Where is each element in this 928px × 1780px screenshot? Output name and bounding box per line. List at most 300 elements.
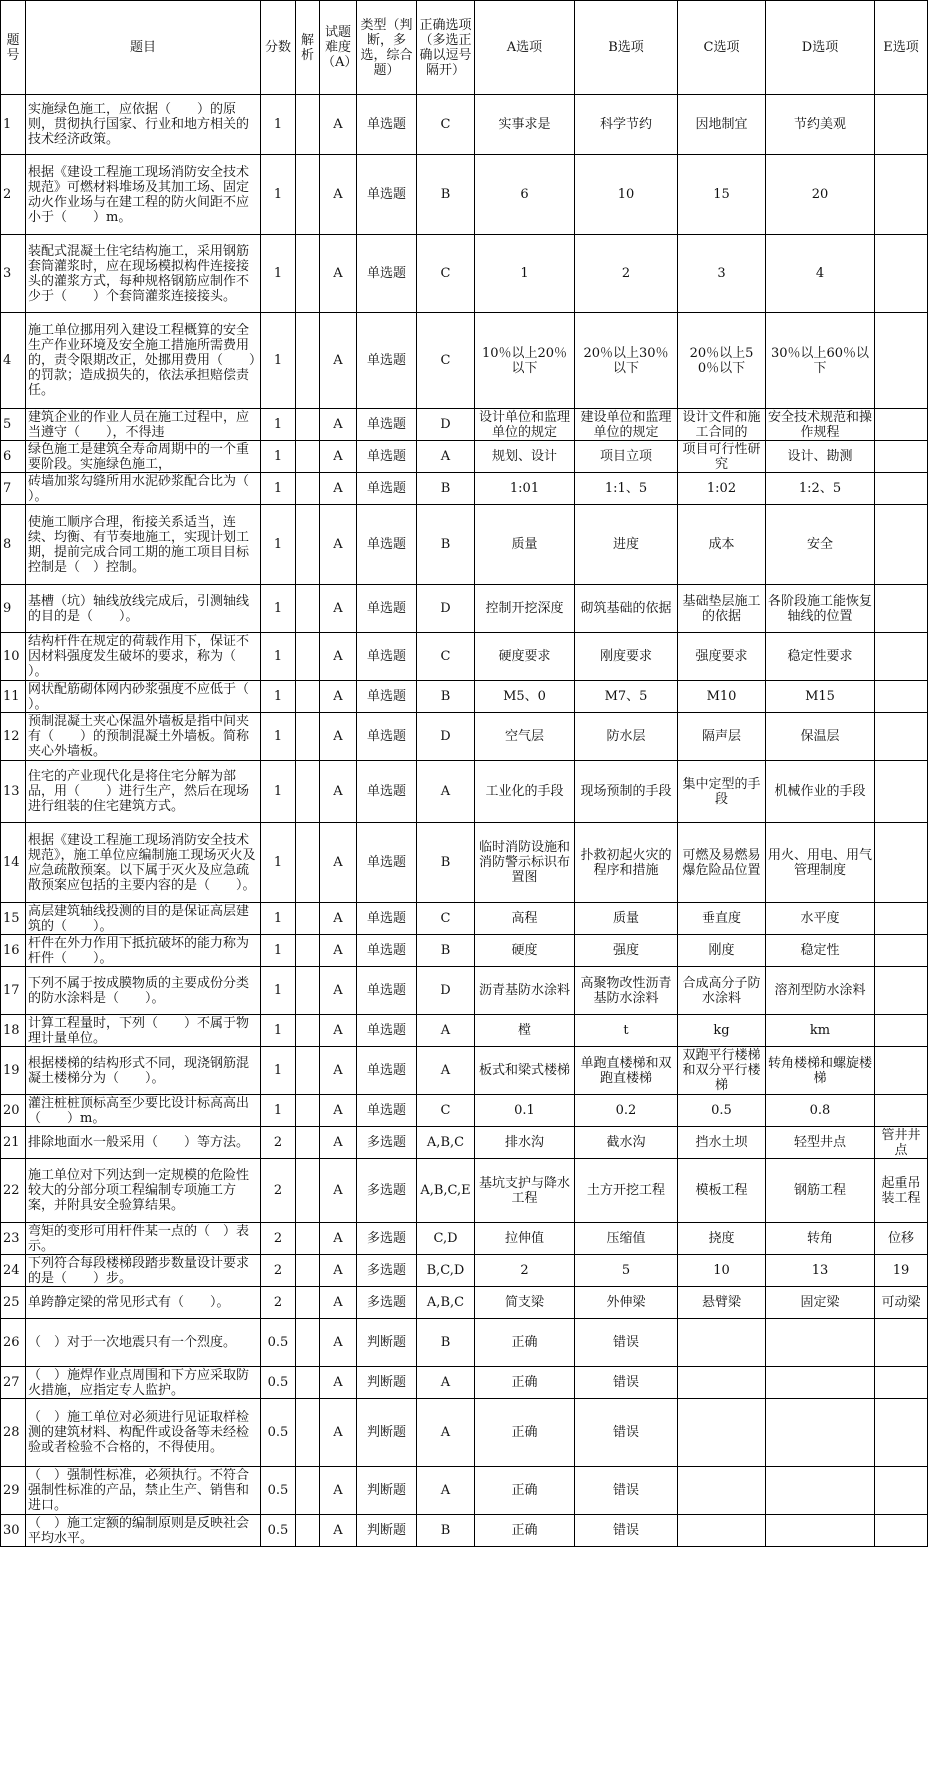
option-a-cell: 0.1 bbox=[475, 1095, 575, 1127]
option-d-cell: 用火、用电、用气管理制度 bbox=[766, 823, 875, 903]
option-e-cell bbox=[875, 935, 928, 967]
option-a-cell: 樘 bbox=[475, 1015, 575, 1047]
type-cell: 多选题 bbox=[357, 1255, 417, 1287]
type-cell: 多选题 bbox=[357, 1223, 417, 1255]
analysis-cell bbox=[296, 1047, 320, 1095]
option-e-cell bbox=[875, 235, 928, 313]
option-e-cell bbox=[875, 441, 928, 473]
option-c-cell: 挠度 bbox=[678, 1223, 766, 1255]
option-c-cell bbox=[678, 1467, 766, 1515]
option-c-cell: 项目可行性研究 bbox=[678, 441, 766, 473]
header-score: 分数 bbox=[261, 1, 296, 95]
option-c-cell: 1:02 bbox=[678, 473, 766, 505]
option-a-cell: 正确 bbox=[475, 1467, 575, 1515]
row-number: 12 bbox=[1, 713, 26, 761]
option-e-cell bbox=[875, 505, 928, 585]
table-row bbox=[1, 1095, 928, 1127]
score-cell: 1 bbox=[261, 1015, 296, 1047]
option-d-cell: 转角楼梯和螺旋楼梯 bbox=[766, 1047, 875, 1095]
answer-cell: D bbox=[417, 713, 475, 761]
row-number: 7 bbox=[1, 473, 26, 505]
option-d-cell: km bbox=[766, 1015, 875, 1047]
question-text: （ ）施工定额的编制原则是反映社会平均水平。 bbox=[26, 1515, 261, 1547]
row-number: 5 bbox=[1, 409, 26, 441]
option-b-cell: 10 bbox=[575, 155, 678, 235]
type-cell: 单选题 bbox=[357, 95, 417, 155]
difficulty-cell: A bbox=[320, 1399, 357, 1467]
option-c-cell bbox=[678, 1367, 766, 1399]
answer-cell: A bbox=[417, 1015, 475, 1047]
option-a-cell: 正确 bbox=[475, 1399, 575, 1467]
analysis-cell bbox=[296, 235, 320, 313]
header-difficulty: 试题难度（A） bbox=[320, 1, 357, 95]
header-option-d: D选项 bbox=[766, 1, 875, 95]
score-cell: 2 bbox=[261, 1127, 296, 1159]
difficulty-cell: A bbox=[320, 903, 357, 935]
row-number: 22 bbox=[1, 1159, 26, 1223]
option-e-cell bbox=[875, 967, 928, 1015]
difficulty-cell: A bbox=[320, 935, 357, 967]
score-cell: 1 bbox=[261, 441, 296, 473]
table-row bbox=[1, 473, 928, 505]
analysis-cell bbox=[296, 1399, 320, 1467]
question-text: 实施绿色施工，应依据（ ）的原则，贯彻执行国家、行业和地方相关的技术经济政策。 bbox=[26, 95, 261, 155]
option-a-cell: 排水沟 bbox=[475, 1127, 575, 1159]
table-row bbox=[1, 1367, 928, 1399]
difficulty-cell: A bbox=[320, 1287, 357, 1319]
option-b-cell: 2 bbox=[575, 235, 678, 313]
option-d-cell: 保温层 bbox=[766, 713, 875, 761]
option-e-cell bbox=[875, 1367, 928, 1399]
option-a-cell: 临时消防设施和消防警示标识布置图 bbox=[475, 823, 575, 903]
difficulty-cell: A bbox=[320, 1047, 357, 1095]
option-c-cell: 垂直度 bbox=[678, 903, 766, 935]
table-row bbox=[1, 935, 928, 967]
row-number: 28 bbox=[1, 1399, 26, 1467]
option-b-cell: 强度 bbox=[575, 935, 678, 967]
option-a-cell: 高程 bbox=[475, 903, 575, 935]
type-cell: 单选题 bbox=[357, 585, 417, 633]
option-d-cell: 轻型井点 bbox=[766, 1127, 875, 1159]
option-b-cell: 外伸梁 bbox=[575, 1287, 678, 1319]
difficulty-cell: A bbox=[320, 155, 357, 235]
answer-cell: A bbox=[417, 1367, 475, 1399]
score-cell: 1 bbox=[261, 633, 296, 681]
type-cell: 单选题 bbox=[357, 313, 417, 409]
score-cell: 1 bbox=[261, 95, 296, 155]
type-cell: 单选题 bbox=[357, 967, 417, 1015]
answer-cell: A bbox=[417, 1399, 475, 1467]
table-row bbox=[1, 1319, 928, 1367]
option-c-cell: 强度要求 bbox=[678, 633, 766, 681]
question-text: 施工单位对下列达到一定规模的危险性较大的分部分项工程编制专项施工方案，并附具安全验算结果。 bbox=[26, 1159, 261, 1223]
option-e-cell bbox=[875, 95, 928, 155]
question-text: 砖墙加浆勾缝所用水泥砂浆配合比为（ ）。 bbox=[26, 473, 261, 505]
score-cell: 0.5 bbox=[261, 1399, 296, 1467]
table-row bbox=[1, 441, 928, 473]
option-e-cell bbox=[875, 1515, 928, 1547]
analysis-cell bbox=[296, 1223, 320, 1255]
question-text: 根据《建设工程施工现场消防安全技术规范》，施工单位应编制施工现场灭火及应急疏散预案。以下属于灭火及应急疏散预案应包括的主要内容的是（ ）。 bbox=[26, 823, 261, 903]
option-c-cell: kg bbox=[678, 1015, 766, 1047]
option-d-cell bbox=[766, 1319, 875, 1367]
analysis-cell bbox=[296, 761, 320, 823]
type-cell: 多选题 bbox=[357, 1287, 417, 1319]
analysis-cell bbox=[296, 473, 320, 505]
option-e-cell bbox=[875, 681, 928, 713]
option-e-cell bbox=[875, 473, 928, 505]
difficulty-cell: A bbox=[320, 1467, 357, 1515]
table-row bbox=[1, 713, 928, 761]
option-e-cell: 可动梁 bbox=[875, 1287, 928, 1319]
row-number: 8 bbox=[1, 505, 26, 585]
table-row bbox=[1, 235, 928, 313]
row-number: 21 bbox=[1, 1127, 26, 1159]
answer-cell: C,D bbox=[417, 1223, 475, 1255]
table-row bbox=[1, 1047, 928, 1095]
score-cell: 1 bbox=[261, 903, 296, 935]
option-b-cell: 单跑直楼梯和双跑直楼梯 bbox=[575, 1047, 678, 1095]
table-row bbox=[1, 1127, 928, 1159]
analysis-cell bbox=[296, 441, 320, 473]
option-a-cell: 2 bbox=[475, 1255, 575, 1287]
answer-cell: C bbox=[417, 903, 475, 935]
analysis-cell bbox=[296, 903, 320, 935]
option-b-cell: t bbox=[575, 1015, 678, 1047]
option-d-cell: 设计、勘测 bbox=[766, 441, 875, 473]
table-row bbox=[1, 313, 928, 409]
option-d-cell: 稳定性 bbox=[766, 935, 875, 967]
option-b-cell: 1:1、5 bbox=[575, 473, 678, 505]
option-b-cell: 科学节约 bbox=[575, 95, 678, 155]
type-cell: 单选题 bbox=[357, 1015, 417, 1047]
option-e-cell bbox=[875, 903, 928, 935]
answer-cell: A bbox=[417, 761, 475, 823]
score-cell: 1 bbox=[261, 823, 296, 903]
answer-cell: D bbox=[417, 585, 475, 633]
analysis-cell bbox=[296, 681, 320, 713]
score-cell: 0.5 bbox=[261, 1319, 296, 1367]
type-cell: 单选题 bbox=[357, 473, 417, 505]
table-body bbox=[1, 95, 928, 1547]
row-number: 27 bbox=[1, 1367, 26, 1399]
option-e-cell bbox=[875, 1047, 928, 1095]
row-number: 3 bbox=[1, 235, 26, 313]
row-number: 30 bbox=[1, 1515, 26, 1547]
row-number: 2 bbox=[1, 155, 26, 235]
option-b-cell: 砌筑基础的依据 bbox=[575, 585, 678, 633]
option-a-cell: 10％以上20％以下 bbox=[475, 313, 575, 409]
option-b-cell: 错误 bbox=[575, 1367, 678, 1399]
analysis-cell bbox=[296, 1095, 320, 1127]
type-cell: 判断题 bbox=[357, 1399, 417, 1467]
question-text: 单跨静定梁的常见形式有（ ）。 bbox=[26, 1287, 261, 1319]
score-cell: 0.5 bbox=[261, 1367, 296, 1399]
option-e-cell: 19 bbox=[875, 1255, 928, 1287]
question-text: 住宅的产业现代化是将住宅分解为部品，用（ ）进行生产，然后在现场进行组装的住宅建筑方式。 bbox=[26, 761, 261, 823]
option-a-cell: 正确 bbox=[475, 1367, 575, 1399]
answer-cell: B bbox=[417, 155, 475, 235]
option-d-cell: 钢筋工程 bbox=[766, 1159, 875, 1223]
difficulty-cell: A bbox=[320, 633, 357, 681]
analysis-cell bbox=[296, 1319, 320, 1367]
analysis-cell bbox=[296, 1287, 320, 1319]
header-question: 题目 bbox=[26, 1, 261, 95]
option-d-cell: 转角 bbox=[766, 1223, 875, 1255]
option-a-cell: 设计单位和监理单位的规定 bbox=[475, 409, 575, 441]
row-number: 18 bbox=[1, 1015, 26, 1047]
score-cell: 2 bbox=[261, 1255, 296, 1287]
option-d-cell: 溶剂型防水涂料 bbox=[766, 967, 875, 1015]
table-row bbox=[1, 633, 928, 681]
row-number: 4 bbox=[1, 313, 26, 409]
table-row bbox=[1, 1287, 928, 1319]
option-c-cell: 集中定型的手段 bbox=[678, 761, 766, 823]
option-a-cell: 正确 bbox=[475, 1319, 575, 1367]
option-b-cell: 0.2 bbox=[575, 1095, 678, 1127]
analysis-cell bbox=[296, 1515, 320, 1547]
option-e-cell bbox=[875, 313, 928, 409]
option-d-cell: 安全技术规范和操作规程 bbox=[766, 409, 875, 441]
option-d-cell: 1:2、5 bbox=[766, 473, 875, 505]
score-cell: 2 bbox=[261, 1223, 296, 1255]
analysis-cell bbox=[296, 1127, 320, 1159]
option-d-cell: 30％以上60％以下 bbox=[766, 313, 875, 409]
row-number: 29 bbox=[1, 1467, 26, 1515]
option-b-cell: 土方开挖工程 bbox=[575, 1159, 678, 1223]
answer-cell: A,B,C bbox=[417, 1287, 475, 1319]
option-b-cell: 错误 bbox=[575, 1467, 678, 1515]
option-b-cell: 错误 bbox=[575, 1399, 678, 1467]
header-option-c: C选项 bbox=[678, 1, 766, 95]
table-row bbox=[1, 585, 928, 633]
option-c-cell: 模板工程 bbox=[678, 1159, 766, 1223]
answer-cell: B bbox=[417, 1319, 475, 1367]
option-c-cell: 设计文件和施工合同的 bbox=[678, 409, 766, 441]
analysis-cell bbox=[296, 313, 320, 409]
score-cell: 2 bbox=[261, 1287, 296, 1319]
option-a-cell: 拉伸值 bbox=[475, 1223, 575, 1255]
option-e-cell bbox=[875, 1399, 928, 1467]
option-d-cell: 水平度 bbox=[766, 903, 875, 935]
option-b-cell: 错误 bbox=[575, 1319, 678, 1367]
score-cell: 0.5 bbox=[261, 1467, 296, 1515]
option-d-cell: 13 bbox=[766, 1255, 875, 1287]
analysis-cell bbox=[296, 505, 320, 585]
question-text: （ ）施焊作业点周围和下方应采取防火措施，应指定专人监护。 bbox=[26, 1367, 261, 1399]
type-cell: 单选题 bbox=[357, 1047, 417, 1095]
option-a-cell: 规划、设计 bbox=[475, 441, 575, 473]
option-a-cell: 空气层 bbox=[475, 713, 575, 761]
table-row bbox=[1, 505, 928, 585]
question-text: 预制混凝土夹心保温外墙板是指中间夹有（ ）的预制混凝土外墙板。简称夹心外墙板。 bbox=[26, 713, 261, 761]
type-cell: 判断题 bbox=[357, 1515, 417, 1547]
difficulty-cell: A bbox=[320, 681, 357, 713]
option-d-cell bbox=[766, 1467, 875, 1515]
question-text: 基槽（坑）轴线放线完成后，引测轴线的目的是（ ）。 bbox=[26, 585, 261, 633]
type-cell: 单选题 bbox=[357, 761, 417, 823]
table-row bbox=[1, 95, 928, 155]
type-cell: 单选题 bbox=[357, 633, 417, 681]
header-type: 类型（判断，多选，综合题） bbox=[357, 1, 417, 95]
option-b-cell: 扑救初起火灾的程序和措施 bbox=[575, 823, 678, 903]
difficulty-cell: A bbox=[320, 473, 357, 505]
score-cell: 1 bbox=[261, 409, 296, 441]
option-c-cell bbox=[678, 1319, 766, 1367]
row-number: 26 bbox=[1, 1319, 26, 1367]
question-text: 结构杆件在规定的荷载作用下，保证不因材料强度发生破坏的要求，称为（ ）。 bbox=[26, 633, 261, 681]
option-e-cell bbox=[875, 633, 928, 681]
row-number: 25 bbox=[1, 1287, 26, 1319]
score-cell: 0.5 bbox=[261, 1515, 296, 1547]
option-d-cell bbox=[766, 1515, 875, 1547]
score-cell: 1 bbox=[261, 313, 296, 409]
type-cell: 多选题 bbox=[357, 1159, 417, 1223]
table-row bbox=[1, 761, 928, 823]
answer-cell: B bbox=[417, 823, 475, 903]
type-cell: 判断题 bbox=[357, 1467, 417, 1515]
row-number: 24 bbox=[1, 1255, 26, 1287]
answer-cell: A bbox=[417, 1467, 475, 1515]
answer-cell: A,B,C,E bbox=[417, 1159, 475, 1223]
answer-cell: C bbox=[417, 235, 475, 313]
option-d-cell: 稳定性要求 bbox=[766, 633, 875, 681]
option-e-cell bbox=[875, 1095, 928, 1127]
row-number: 14 bbox=[1, 823, 26, 903]
analysis-cell bbox=[296, 1467, 320, 1515]
difficulty-cell: A bbox=[320, 235, 357, 313]
question-text: 弯矩的变形可用杆件某一点的（ ）表示。 bbox=[26, 1223, 261, 1255]
question-text: （ ）施工单位对必须进行见证取样检测的建筑材料、构配件或设备等未经检验或者检验不合格的，不得使用。 bbox=[26, 1399, 261, 1467]
difficulty-cell: A bbox=[320, 1223, 357, 1255]
option-b-cell: 20％以上30％以下 bbox=[575, 313, 678, 409]
question-text: 下列符合每段楼梯段踏步数量设计要求的是（ ）步。 bbox=[26, 1255, 261, 1287]
question-text: （ ）强制性标准，必须执行。不符合强制性标准的产品，禁止生产、销售和进口。 bbox=[26, 1467, 261, 1515]
answer-cell: D bbox=[417, 409, 475, 441]
header-option-e: E选项 bbox=[875, 1, 928, 95]
row-number: 19 bbox=[1, 1047, 26, 1095]
option-c-cell: 挡水土坝 bbox=[678, 1127, 766, 1159]
option-e-cell: 管井井点 bbox=[875, 1127, 928, 1159]
table-row bbox=[1, 681, 928, 713]
score-cell: 1 bbox=[261, 761, 296, 823]
option-c-cell: 双跑平行楼梯和双分平行楼梯 bbox=[678, 1047, 766, 1095]
analysis-cell bbox=[296, 1015, 320, 1047]
analysis-cell bbox=[296, 1255, 320, 1287]
row-number: 10 bbox=[1, 633, 26, 681]
row-number: 20 bbox=[1, 1095, 26, 1127]
score-cell: 2 bbox=[261, 1159, 296, 1223]
answer-cell: B bbox=[417, 1515, 475, 1547]
option-c-cell bbox=[678, 1399, 766, 1467]
difficulty-cell: A bbox=[320, 1095, 357, 1127]
option-c-cell: 隔声层 bbox=[678, 713, 766, 761]
difficulty-cell: A bbox=[320, 967, 357, 1015]
option-e-cell bbox=[875, 409, 928, 441]
difficulty-cell: A bbox=[320, 713, 357, 761]
question-text: 计算工程量时，下列（ ）不属于物理计量单位。 bbox=[26, 1015, 261, 1047]
option-b-cell: 高聚物改性沥青基防水涂料 bbox=[575, 967, 678, 1015]
option-e-cell bbox=[875, 1467, 928, 1515]
header-analysis: 解析 bbox=[296, 1, 320, 95]
question-text: 根据楼梯的结构形式不同，现浇钢筋混凝土楼梯分为（ ）。 bbox=[26, 1047, 261, 1095]
option-b-cell: 现场预制的手段 bbox=[575, 761, 678, 823]
question-text: 杆件在外力作用下抵抗破坏的能力称为杆件（ ）。 bbox=[26, 935, 261, 967]
type-cell: 单选题 bbox=[357, 681, 417, 713]
score-cell: 1 bbox=[261, 1047, 296, 1095]
row-number: 15 bbox=[1, 903, 26, 935]
option-c-cell: 3 bbox=[678, 235, 766, 313]
option-b-cell: 建设单位和监理单位的规定 bbox=[575, 409, 678, 441]
option-e-cell: 位移 bbox=[875, 1223, 928, 1255]
type-cell: 单选题 bbox=[357, 1095, 417, 1127]
question-text: 施工单位挪用列入建设工程概算的安全生产作业环境及安全施工措施所需费用的，责令限期改正，处挪用费用（ ）的罚款；造成损失的，依法承担赔偿责任。 bbox=[26, 313, 261, 409]
type-cell: 单选题 bbox=[357, 713, 417, 761]
score-cell: 1 bbox=[261, 1095, 296, 1127]
table-row bbox=[1, 1015, 928, 1047]
analysis-cell bbox=[296, 823, 320, 903]
table-row bbox=[1, 1159, 928, 1223]
option-c-cell bbox=[678, 1515, 766, 1547]
header-option-b: B选项 bbox=[575, 1, 678, 95]
option-b-cell: 5 bbox=[575, 1255, 678, 1287]
row-number: 9 bbox=[1, 585, 26, 633]
answer-cell: B,C,D bbox=[417, 1255, 475, 1287]
option-a-cell: 1:01 bbox=[475, 473, 575, 505]
option-d-cell: 安全 bbox=[766, 505, 875, 585]
option-b-cell: 刚度要求 bbox=[575, 633, 678, 681]
option-b-cell: 错误 bbox=[575, 1515, 678, 1547]
answer-cell: B bbox=[417, 473, 475, 505]
option-c-cell: 15 bbox=[678, 155, 766, 235]
type-cell: 单选题 bbox=[357, 155, 417, 235]
option-d-cell: 20 bbox=[766, 155, 875, 235]
type-cell: 单选题 bbox=[357, 903, 417, 935]
option-c-cell: 基础垫层施工的依据 bbox=[678, 585, 766, 633]
table-row bbox=[1, 1515, 928, 1547]
header-option-a: A选项 bbox=[475, 1, 575, 95]
option-a-cell: 工业化的手段 bbox=[475, 761, 575, 823]
option-b-cell: 进度 bbox=[575, 505, 678, 585]
difficulty-cell: A bbox=[320, 1319, 357, 1367]
option-d-cell: 4 bbox=[766, 235, 875, 313]
analysis-cell bbox=[296, 713, 320, 761]
difficulty-cell: A bbox=[320, 1127, 357, 1159]
score-cell: 1 bbox=[261, 713, 296, 761]
option-c-cell: 因地制宜 bbox=[678, 95, 766, 155]
answer-cell: B bbox=[417, 681, 475, 713]
type-cell: 单选题 bbox=[357, 409, 417, 441]
answer-cell: C bbox=[417, 95, 475, 155]
score-cell: 1 bbox=[261, 967, 296, 1015]
table-row bbox=[1, 1399, 928, 1467]
option-e-cell bbox=[875, 1319, 928, 1367]
difficulty-cell: A bbox=[320, 1255, 357, 1287]
question-text: 网状配筋砌体网内砂浆强度不应低于（ ）。 bbox=[26, 681, 261, 713]
type-cell: 单选题 bbox=[357, 935, 417, 967]
difficulty-cell: A bbox=[320, 585, 357, 633]
option-b-cell: 质量 bbox=[575, 903, 678, 935]
score-cell: 1 bbox=[261, 235, 296, 313]
option-a-cell: 硬度 bbox=[475, 935, 575, 967]
option-a-cell: 6 bbox=[475, 155, 575, 235]
analysis-cell bbox=[296, 409, 320, 441]
option-e-cell bbox=[875, 713, 928, 761]
type-cell: 判断题 bbox=[357, 1319, 417, 1367]
analysis-cell bbox=[296, 1159, 320, 1223]
option-c-cell: 可燃及易燃易爆危险品位置 bbox=[678, 823, 766, 903]
header-row bbox=[1, 1, 928, 95]
